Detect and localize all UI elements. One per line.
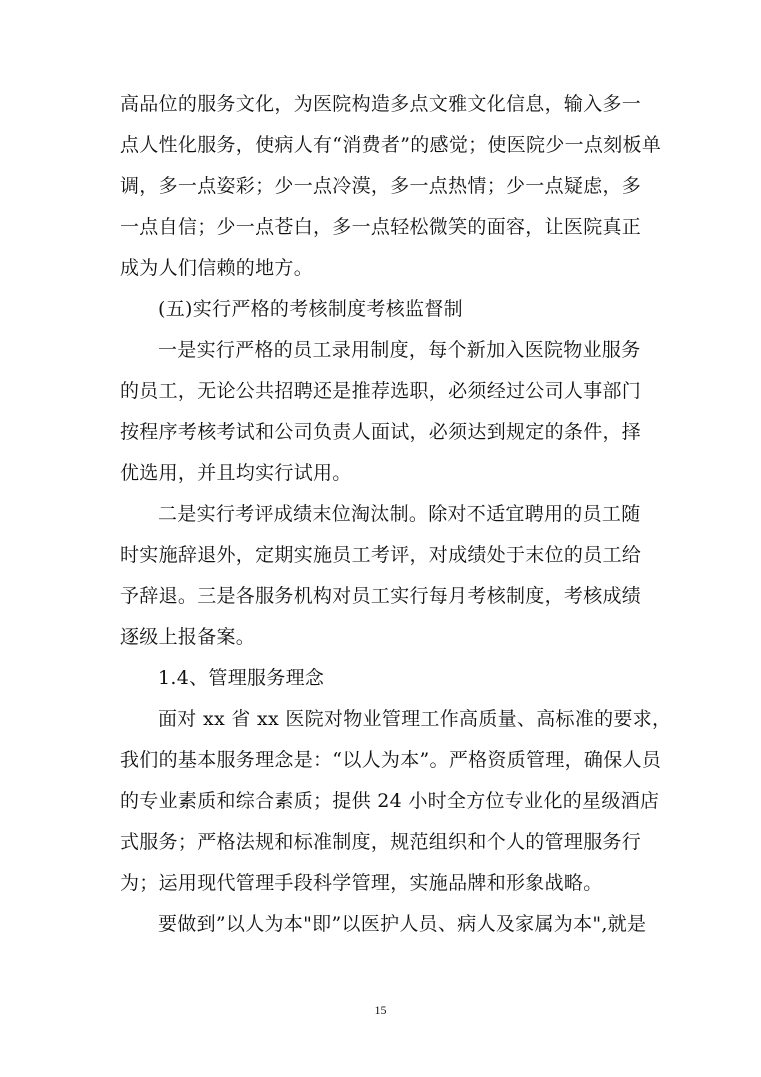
text-line: 予辞退。三是各服务机构对员工实行每月考核制度，考核成绩	[120, 585, 642, 607]
text-line: 高品位的服务文化，为医院构造多点文雅文化信息，输入多一	[120, 93, 642, 115]
text-line: 成为人们信赖的地方。	[120, 257, 314, 279]
text-line: 一是实行严格的员工录用制度，每个新加入医院物业服务	[158, 339, 641, 361]
text-line: 的员工，无论公共招聘还是推荐选职，必须经过公司人事部门	[120, 380, 642, 402]
text-line: 的专业素质和综合素质；提供 24 小时全方位专业化的星级酒店	[120, 790, 660, 812]
text-line: 为；运用现代管理手段科学管理，实施品牌和形象战略。	[120, 872, 603, 894]
text-line: 式服务；严格法规和标准制度，规范组织和个人的管理服务行	[120, 831, 642, 853]
text-line: 二是实行考评成绩末位淘汰制。除对不适宜聘用的员工随	[158, 503, 641, 525]
text-line: 优选用，并且均实行试用。	[120, 462, 352, 484]
text-line: 按程序考核考试和公司负责人面试，必须达到规定的条件，择	[120, 421, 642, 443]
page-number: 15	[374, 1003, 387, 1017]
text-line: 逐级上报备案。	[120, 626, 256, 648]
text-line: 点人性化服务，使病人有“消费者”的感觉；使医院少一点刻板单	[120, 134, 662, 156]
text-line: 要做到”以人为本"即”以医护人员、病人及家属为本",就是	[158, 913, 647, 935]
section-heading: 1.4、管理服务理念	[158, 667, 325, 689]
text-line: 我们的基本服务理念是：“以人为本”。严格资质管理，确保人员	[120, 749, 662, 771]
text-line: 调，多一点姿彩；少一点冷漠，多一点热情；少一点疑虑，多	[120, 175, 642, 197]
text-line: 一点自信；少一点苍白，多一点轻松微笑的面容，让医院真正	[120, 216, 642, 238]
section-heading: (五)实行严格的考核制度考核监督制	[158, 298, 463, 320]
text-line: 时实施辞退外，定期实施员工考评，对成绩处于末位的员工给	[120, 544, 642, 566]
text-line: 面对 xx 省 xx 医院对物业管理工作高质量、高标准的要求，	[158, 708, 672, 730]
